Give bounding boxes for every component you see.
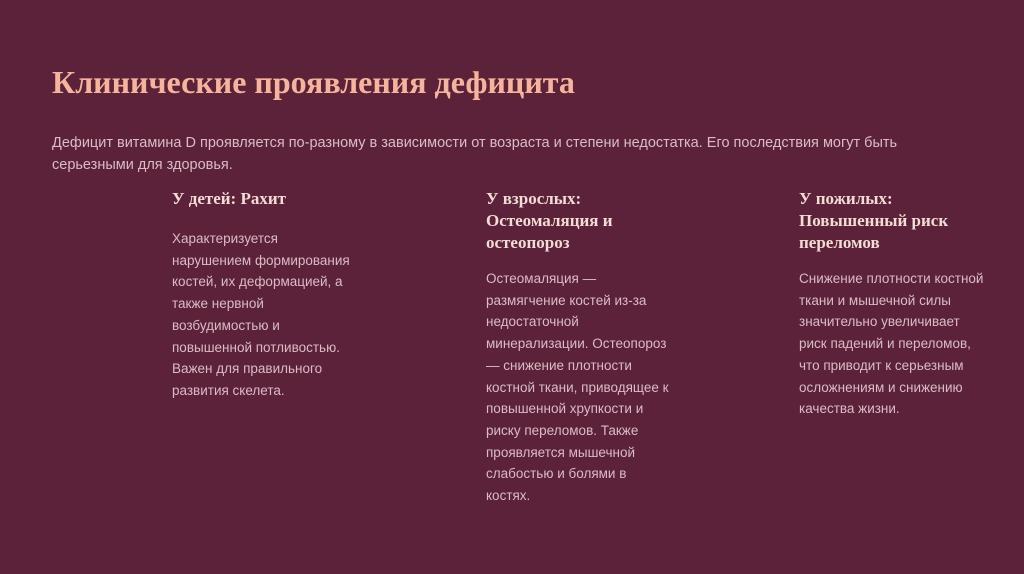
slide-title: Клинические проявления дефицита bbox=[52, 64, 575, 100]
column-text: Характеризуется нарушением формирования костей, их деформацией, а также нервной возбудимостью и повышенной потливостью. Важен для правильного развития скелета. bbox=[172, 231, 350, 398]
column-text: Снижение плотности костной ткани и мышечной силы значительно увеличивает риск падений и переломов, что приводит к серьезным осложнениям и снижению качества жизни. bbox=[799, 271, 984, 417]
column-elderly bbox=[799, 188, 989, 420]
column-text: Остеомаляция — размягчение костей из-за недостаточной минерализации. Остеопороз — снижение плотности костной ткани, приводящее к повышенной хрупкости и риску переломов. Также проявляется мышечной слабостью и болями в костях. bbox=[486, 271, 669, 504]
column-adults bbox=[486, 188, 676, 507]
column-children bbox=[172, 188, 362, 402]
column-heading: У взрослых: Остеомаляция и остеопороз bbox=[486, 189, 613, 252]
column-heading: У пожилых: Повышенный риск переломов bbox=[799, 189, 949, 252]
intro-paragraph: Дефицит витамина D проявляется по-разному в зависимости от возраста и степени недостатка. Его последствия могут быть серьезными для здоровья. bbox=[52, 135, 898, 173]
column-heading: У детей: Рахит bbox=[172, 189, 287, 208]
